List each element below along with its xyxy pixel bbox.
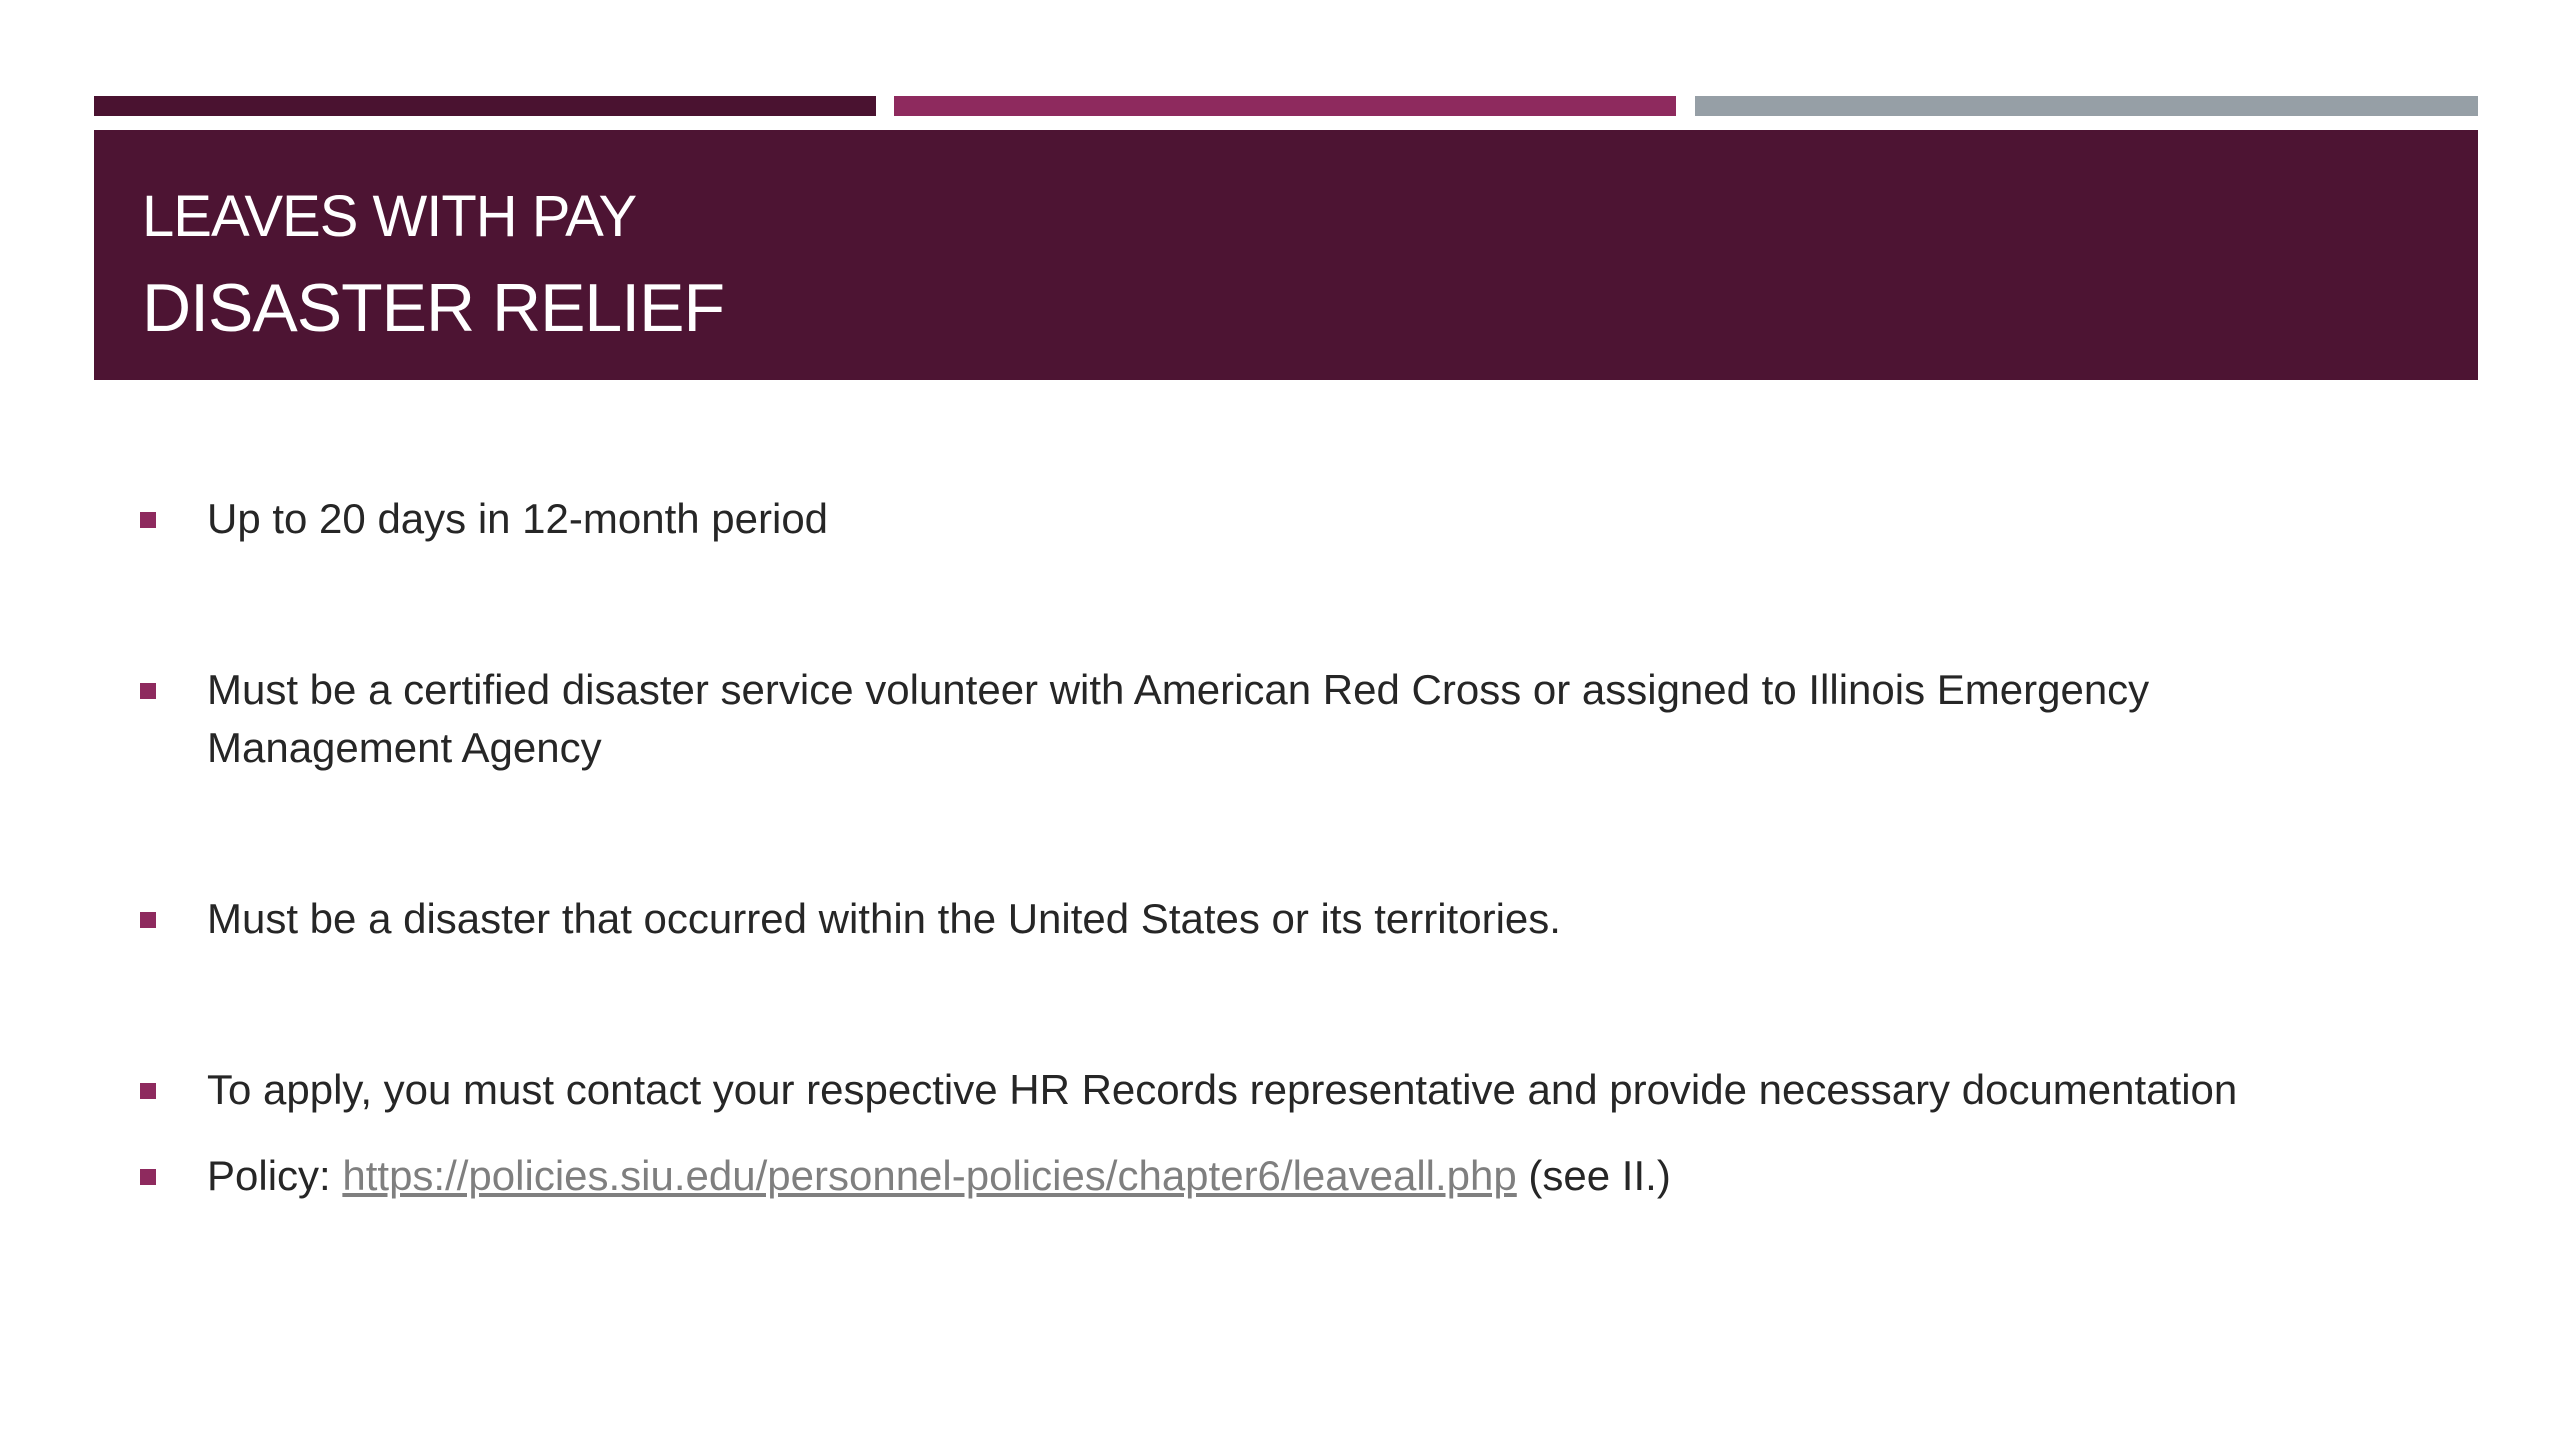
decorative-top-bars <box>94 96 2478 116</box>
accent-bar-dark <box>94 96 876 116</box>
accent-bar-gray <box>1695 96 2478 116</box>
policy-label: Policy: <box>207 1152 343 1199</box>
policy-suffix: (see II.) <box>1516 1152 1671 1199</box>
policy-bullet-item <box>140 1147 2440 1205</box>
square-bullet-icon <box>140 912 156 928</box>
policy-link[interactable]: https://policies.siu.edu/personnel-policies/chapter6/leaveall.php <box>342 1152 1517 1199</box>
bullet-text: To apply, you must contact your respective HR Records representative and provide necessary documentation <box>207 1066 2238 1113</box>
bullet-item <box>140 890 2440 948</box>
bullet-text: Up to 20 days in 12-month period <box>207 495 829 542</box>
policy-text <box>207 1147 2387 1205</box>
square-bullet-icon <box>140 512 156 528</box>
bullet-text: Must be a disaster that occurred within the United States or its territories. <box>207 895 1561 942</box>
bullet-text: Must be a certified disaster service volunteer with American Red Cross or assigned to Illinois Emergency Management Agency <box>207 666 2150 771</box>
bullet-item <box>140 661 2440 777</box>
square-bullet-icon <box>140 1169 156 1185</box>
accent-bar-magenta <box>894 96 1676 116</box>
title-band <box>94 130 2478 380</box>
slide-subtitle: DISASTER RELIEF <box>142 270 725 346</box>
square-bullet-icon <box>140 683 156 699</box>
square-bullet-icon <box>140 1083 156 1099</box>
slide-title: LEAVES WITH PAY <box>142 184 637 249</box>
bullet-item <box>140 490 2440 548</box>
bullet-item <box>140 1061 2440 1119</box>
